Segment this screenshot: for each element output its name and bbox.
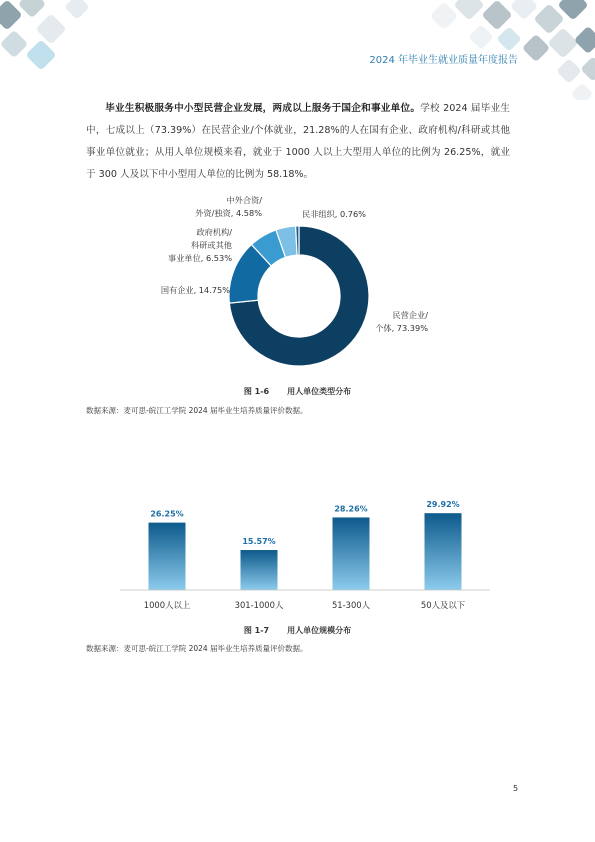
bar-category-label: 1000人以上 [143, 600, 191, 610]
decorative-tile [35, 13, 66, 44]
donut-label: 科研或其他 [191, 240, 232, 250]
decorative-tile [25, 39, 56, 70]
bar-category-label: 51-300人 [331, 600, 371, 610]
decorative-tile [574, 26, 595, 54]
donut-label: 民营企业/ [392, 310, 428, 320]
bar-value-label: 15.57% [242, 537, 276, 547]
paragraph-lead: 毕业生积极服务中小型民营企业发展，两成以上服务于国企和事业单位。 [105, 103, 421, 114]
bar [149, 523, 186, 590]
donut-label: 中外合资/ [226, 195, 262, 205]
bar [425, 513, 462, 590]
page-number: 5 [513, 784, 519, 793]
figure-6-source: 数据来源：麦可思-皖江工学院 2024 届毕业生培养质量评价数据。 [86, 406, 308, 415]
decorative-tile [453, 0, 484, 21]
figure-7-title: 用人单位规模分布 [287, 626, 352, 635]
decorative-tile [0, 0, 23, 31]
decorative-tile [571, 83, 594, 100]
decorative-tile [18, 0, 46, 18]
decorative-tile [481, 0, 512, 31]
decorative-tile [468, 24, 493, 49]
decorative-tile [442, 26, 467, 51]
decorative-tile [0, 30, 28, 58]
bar-value-label: 29.92% [426, 500, 460, 510]
figure-6-title: 用人单位类型分布 [287, 387, 352, 396]
decorative-tile [430, 2, 458, 30]
decorative-tile [510, 0, 538, 20]
figure-6-caption [0, 386, 595, 397]
report-header-title: 2024 年毕业生就业质量年度报告 [369, 55, 518, 66]
figure-7-source: 数据来源：麦可思-皖江工学院 2024 届毕业生培养质量评价数据。 [86, 644, 308, 653]
employer-size-bar-chart [0, 485, 595, 615]
decorative-tile [64, 0, 89, 20]
bar-category-label: 301-1000人 [234, 600, 284, 610]
bar [241, 550, 278, 590]
figure-7-number: 图 1-7 [243, 626, 270, 635]
figure-6-number: 图 1-6 [243, 387, 270, 396]
decorative-tile [547, 27, 578, 58]
decorative-tile [496, 26, 521, 51]
bar-category-label: 50人及以下 [420, 600, 466, 610]
employer-type-donut-chart [0, 190, 595, 380]
bar [333, 517, 370, 590]
decorative-tile [580, 56, 595, 81]
decorative-tile [556, 58, 581, 83]
donut-label: 民非组织, 0.76% [302, 209, 366, 219]
figure-7-caption [0, 625, 595, 636]
donut-label: 外资/独资, 4.58% [195, 208, 262, 218]
header-decoration [0, 0, 595, 100]
paragraph-body: 学校 2024 届毕业生中，七成以上（73.39%）在民营企业/个体就业，21.28%的人在国有企业、政府机构/科研或其他事业单位就业；从用人单位规模来看，就业于 1000 人以上大型用人单位的比例为 26.25%，就业于 300 人及以下中小型用人单位的比例为 58.18%。 [86, 103, 511, 180]
donut-label: 事业单位, 6.53% [168, 253, 232, 263]
decorative-tile [522, 34, 550, 62]
decorative-tile [533, 3, 564, 34]
donut-label: 国有企业, 14.75% [160, 285, 230, 295]
summary-paragraph [86, 98, 510, 186]
donut-label: 个体, 73.39% [375, 323, 428, 333]
donut-label: 政府机构/ [196, 227, 232, 237]
bar-value-label: 26.25% [150, 509, 184, 519]
bar-value-label: 28.26% [334, 504, 368, 514]
